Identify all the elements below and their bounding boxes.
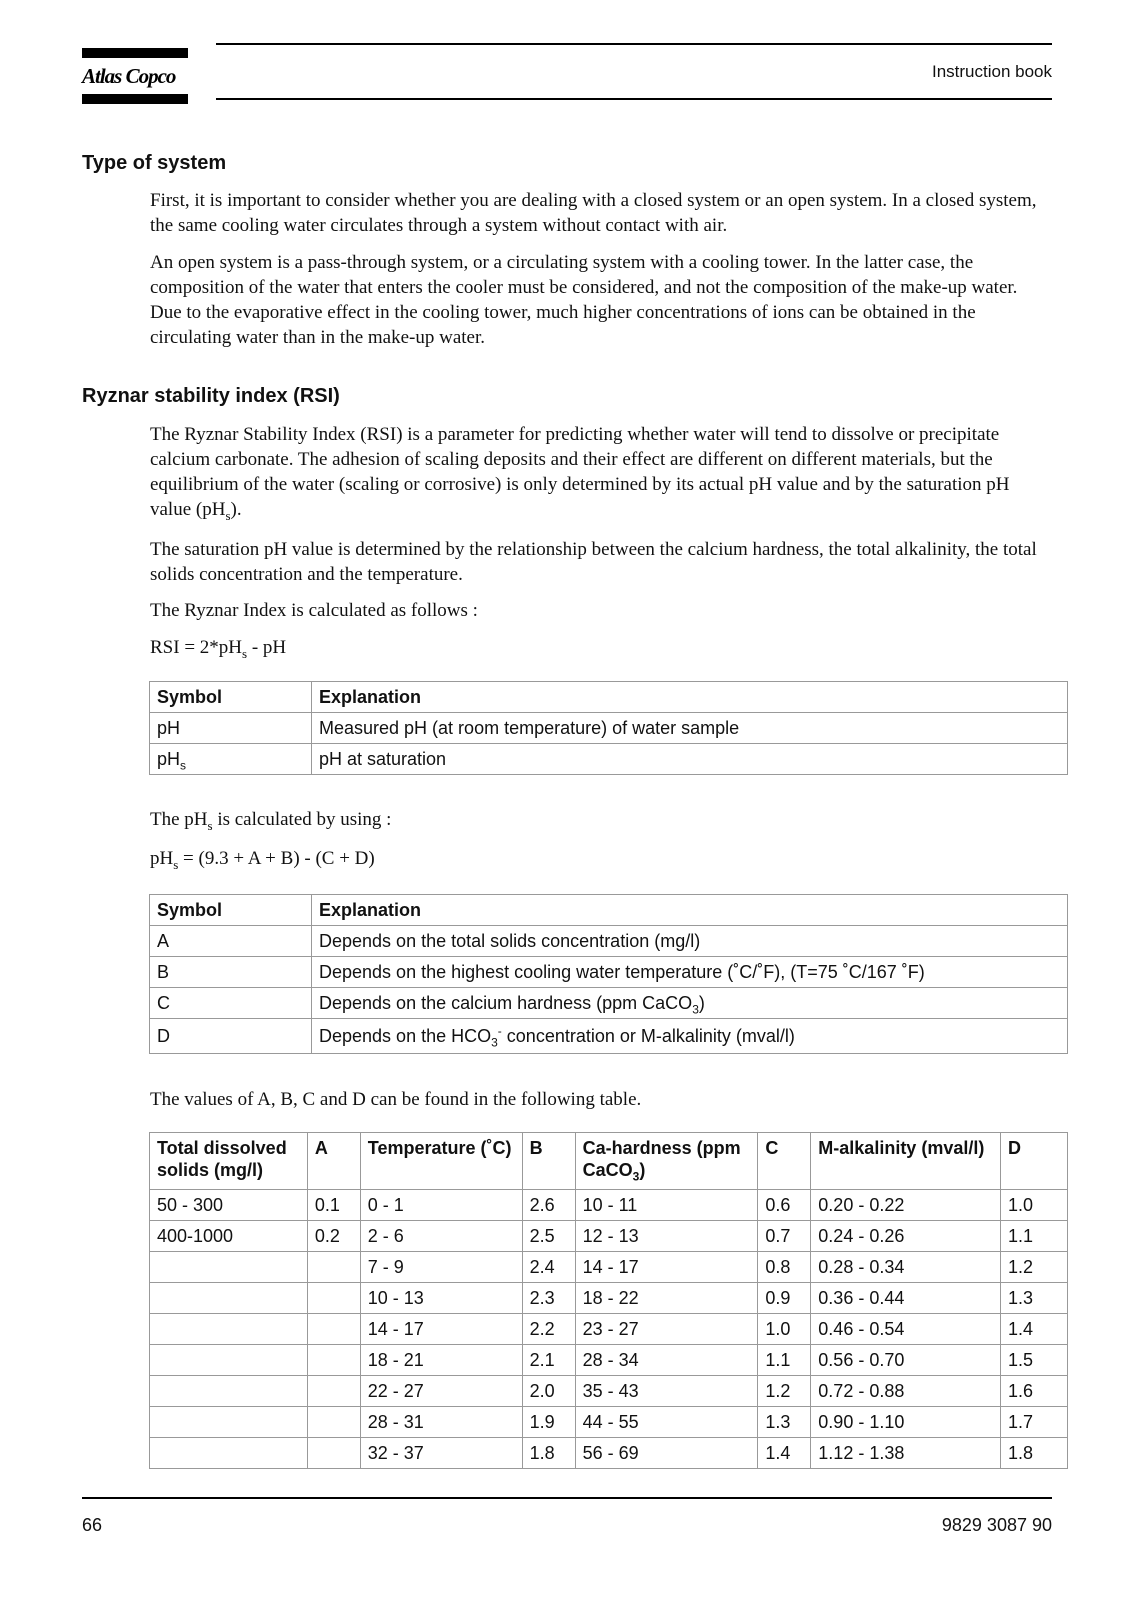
table-cell: 1.2 bbox=[1001, 1252, 1068, 1283]
table-cell: 1.4 bbox=[1001, 1314, 1068, 1345]
table-cell: 0.2 bbox=[307, 1221, 360, 1252]
table-cell: 14 - 17 bbox=[360, 1314, 522, 1345]
table-cell: 0 - 1 bbox=[360, 1190, 522, 1221]
table-cell: 1.5 bbox=[1001, 1345, 1068, 1376]
table-cell: 1.0 bbox=[1001, 1190, 1068, 1221]
table-cell: 0.56 - 0.70 bbox=[811, 1345, 1001, 1376]
table-header-row bbox=[150, 895, 1068, 926]
table-cell bbox=[150, 1345, 308, 1376]
table-cell: 2.4 bbox=[522, 1252, 575, 1283]
table-cell: 1.1 bbox=[758, 1345, 811, 1376]
table-header-row bbox=[150, 1133, 1068, 1190]
table-cell: 28 - 31 bbox=[360, 1407, 522, 1438]
document-number: 9829 3087 90 bbox=[941, 1515, 1052, 1535]
table-cell bbox=[150, 1376, 308, 1407]
table-cell: pH at saturation bbox=[312, 744, 1068, 775]
table-cell: 18 - 21 bbox=[360, 1345, 522, 1376]
table-cell: D bbox=[150, 1019, 312, 1054]
table-cell: 0.20 - 0.22 bbox=[811, 1190, 1001, 1221]
page-number: 66 bbox=[82, 1515, 103, 1535]
footer-rule bbox=[82, 1497, 1052, 1499]
paragraph-phs-calc: The $pH_s$ is calculated by using : bbox=[150, 809, 392, 833]
table-row bbox=[150, 1407, 1068, 1438]
table-cell: Depends on the $HCO_3^-$ concentration or M-alkalinity (mval/l) bbox=[312, 1019, 1068, 1054]
table-cell: 0.24 - 0.26 bbox=[811, 1221, 1001, 1252]
header-title: Instruction book bbox=[931, 62, 1052, 81]
table-cell bbox=[307, 1314, 360, 1345]
table-cell: C bbox=[150, 988, 312, 1019]
table-cell bbox=[307, 1345, 360, 1376]
table-row bbox=[150, 1019, 1068, 1054]
symbol-table-phs bbox=[149, 894, 1068, 1054]
table-cell: 2.0 bbox=[522, 1376, 575, 1407]
table-cell: 18 - 22 bbox=[575, 1283, 758, 1314]
header-total-dissolved: Total dissolved solids (mg/l) bbox=[150, 1133, 308, 1190]
table-cell bbox=[150, 1283, 308, 1314]
symbol-table-rsi bbox=[149, 681, 1068, 775]
header-m-alkalinity: M-alkalinity (mval/l) bbox=[811, 1133, 1001, 1190]
table-cell: pH bbox=[150, 713, 312, 744]
table-cell: $pH_s$ bbox=[150, 744, 312, 775]
logo-bar-top bbox=[82, 48, 188, 58]
table-row bbox=[150, 744, 1068, 775]
table-cell bbox=[307, 1283, 360, 1314]
paragraph-open-system: An open system is a pass-through system, or a circulating system with a cooling tower. In the latter case, the composition of the water that enters the cooler must be considered, and not the composition of the make-up water. Due to the evaporative effect in the cooling tower, much higher concentrations of ions can be obtained in the circulating water than in the make-up water. bbox=[150, 252, 1018, 348]
table-cell: 32 - 37 bbox=[360, 1438, 522, 1469]
paragraph-rsi-intro: The Ryznar Stability Index (RSI) is a parameter for predicting whether water will tend to dissolve or precipitate calcium carbonate. The adhesion of scaling deposits and their effect are different on different materials, but the equilibrium of the water (scaling or corrosive) is only determined by its actual pH value and by the saturation pH value $(pH_s)$. bbox=[150, 424, 1010, 523]
table-cell: 7 - 9 bbox=[360, 1252, 522, 1283]
table-cell bbox=[307, 1438, 360, 1469]
table-cell: 1.2 bbox=[758, 1376, 811, 1407]
table-cell: 1.12 - 1.38 bbox=[811, 1438, 1001, 1469]
table-row bbox=[150, 1376, 1068, 1407]
table-cell bbox=[307, 1407, 360, 1438]
table-cell: 1.9 bbox=[522, 1407, 575, 1438]
table-cell: 2 - 6 bbox=[360, 1221, 522, 1252]
table-cell: 0.7 bbox=[758, 1221, 811, 1252]
table-cell: 2.6 bbox=[522, 1190, 575, 1221]
header-a: A bbox=[307, 1133, 360, 1190]
table-cell: 1.6 bbox=[1001, 1376, 1068, 1407]
table-cell: 1.3 bbox=[1001, 1283, 1068, 1314]
table-row bbox=[150, 1345, 1068, 1376]
table-cell: 23 - 27 bbox=[575, 1314, 758, 1345]
header-rule-top bbox=[216, 43, 1052, 45]
table-cell bbox=[150, 1438, 308, 1469]
table-cell: 14 - 17 bbox=[575, 1252, 758, 1283]
table-cell: 0.8 bbox=[758, 1252, 811, 1283]
table-cell: 0.46 - 0.54 bbox=[811, 1314, 1001, 1345]
paragraph-closed-system: First, it is important to consider whether you are dealing with a closed system or an open system. In a closed system, the same cooling water circulates through a system without contact with air. bbox=[150, 190, 1037, 236]
table-cell: 56 - 69 bbox=[575, 1438, 758, 1469]
table-header-cell: Symbol bbox=[150, 895, 312, 926]
table-cell: Depends on the highest cooling water temperature (˚C/˚F), (T=75 ˚C/167 ˚F) bbox=[312, 957, 1068, 988]
table-cell: 1.3 bbox=[758, 1407, 811, 1438]
table-cell: 50 - 300 bbox=[150, 1190, 308, 1221]
logo-bar-bottom bbox=[82, 94, 188, 104]
header-d: D bbox=[1001, 1133, 1068, 1190]
table-row bbox=[150, 957, 1068, 988]
table-cell: 35 - 43 bbox=[575, 1376, 758, 1407]
table-row bbox=[150, 1190, 1068, 1221]
table-cell: 0.90 - 1.10 bbox=[811, 1407, 1001, 1438]
table-cell: 0.9 bbox=[758, 1283, 811, 1314]
header-b: B bbox=[522, 1133, 575, 1190]
table-cell bbox=[307, 1376, 360, 1407]
paragraph-values: The values of A, B, C and D can be found in the following table. bbox=[150, 1089, 642, 1110]
table-header-cell: Explanation bbox=[312, 682, 1068, 713]
table-row bbox=[150, 713, 1068, 744]
table-cell: A bbox=[150, 926, 312, 957]
header-rule-bottom bbox=[216, 98, 1052, 100]
table-cell: 1.8 bbox=[522, 1438, 575, 1469]
table-header-cell: Explanation bbox=[312, 895, 1068, 926]
table-cell: 10 - 13 bbox=[360, 1283, 522, 1314]
table-cell: 2.2 bbox=[522, 1314, 575, 1345]
table-row bbox=[150, 1283, 1068, 1314]
table-row bbox=[150, 1221, 1068, 1252]
header-temperature: Temperature (˚C) bbox=[360, 1133, 522, 1190]
table-cell: 28 - 34 bbox=[575, 1345, 758, 1376]
table-cell: 22 - 27 bbox=[360, 1376, 522, 1407]
table-cell: 2.5 bbox=[522, 1221, 575, 1252]
table-row bbox=[150, 1252, 1068, 1283]
formula-rsi: RSI = $2*pH_s$ - pH bbox=[150, 637, 287, 661]
table-cell: 44 - 55 bbox=[575, 1407, 758, 1438]
table-cell: B bbox=[150, 957, 312, 988]
header-ca-hardness: Ca-hardness (ppm CaCO$_3$) bbox=[575, 1133, 758, 1190]
table-cell bbox=[307, 1252, 360, 1283]
table-cell: 10 - 11 bbox=[575, 1190, 758, 1221]
logo-text: Atlas Copco bbox=[82, 64, 176, 88]
table-header-cell: Symbol bbox=[150, 682, 312, 713]
atlas-copco-logo bbox=[82, 48, 188, 104]
heading-ryznar-index: Ryznar stability index (RSI) bbox=[82, 385, 340, 407]
table-cell bbox=[150, 1252, 308, 1283]
table-cell bbox=[150, 1314, 308, 1345]
table-row bbox=[150, 988, 1068, 1019]
table-cell: 400-1000 bbox=[150, 1221, 308, 1252]
table-cell: 1.1 bbox=[1001, 1221, 1068, 1252]
table-row bbox=[150, 1438, 1068, 1469]
table-cell: 1.0 bbox=[758, 1314, 811, 1345]
paragraph-calculated: The Ryznar Index is calculated as follows : bbox=[150, 600, 478, 621]
table-cell: 0.72 - 0.88 bbox=[811, 1376, 1001, 1407]
table-cell: 0.6 bbox=[758, 1190, 811, 1221]
table-header-row bbox=[150, 682, 1068, 713]
formula-phs: $pH_s = (9.3 + A + B) - (C + D)$ bbox=[150, 848, 375, 872]
table-cell: 0.36 - 0.44 bbox=[811, 1283, 1001, 1314]
table-cell: 2.1 bbox=[522, 1345, 575, 1376]
table-row bbox=[150, 926, 1068, 957]
table-cell: 0.28 - 0.34 bbox=[811, 1252, 1001, 1283]
table-cell: 2.3 bbox=[522, 1283, 575, 1314]
table-cell: 1.8 bbox=[1001, 1438, 1068, 1469]
table-cell: 12 - 13 bbox=[575, 1221, 758, 1252]
table-row bbox=[150, 1314, 1068, 1345]
header-c: C bbox=[758, 1133, 811, 1190]
table-cell: 1.4 bbox=[758, 1438, 811, 1469]
table-cell: 1.7 bbox=[1001, 1407, 1068, 1438]
table-cell: 0.1 bbox=[307, 1190, 360, 1221]
table-cell bbox=[150, 1407, 308, 1438]
table-cell: Measured pH (at room temperature) of water sample bbox=[312, 713, 1068, 744]
heading-type-of-system: Type of system bbox=[82, 152, 227, 174]
paragraph-saturation: The saturation pH value is determined by the relationship between the calcium hardness, the total alkalinity, the total solids concentration and the temperature. bbox=[150, 539, 1037, 585]
values-table bbox=[149, 1132, 1068, 1469]
table-cell: Depends on the calcium hardness (ppm CaCO$_3$) bbox=[312, 988, 1068, 1019]
table-cell: Depends on the total solids concentration (mg/l) bbox=[312, 926, 1068, 957]
